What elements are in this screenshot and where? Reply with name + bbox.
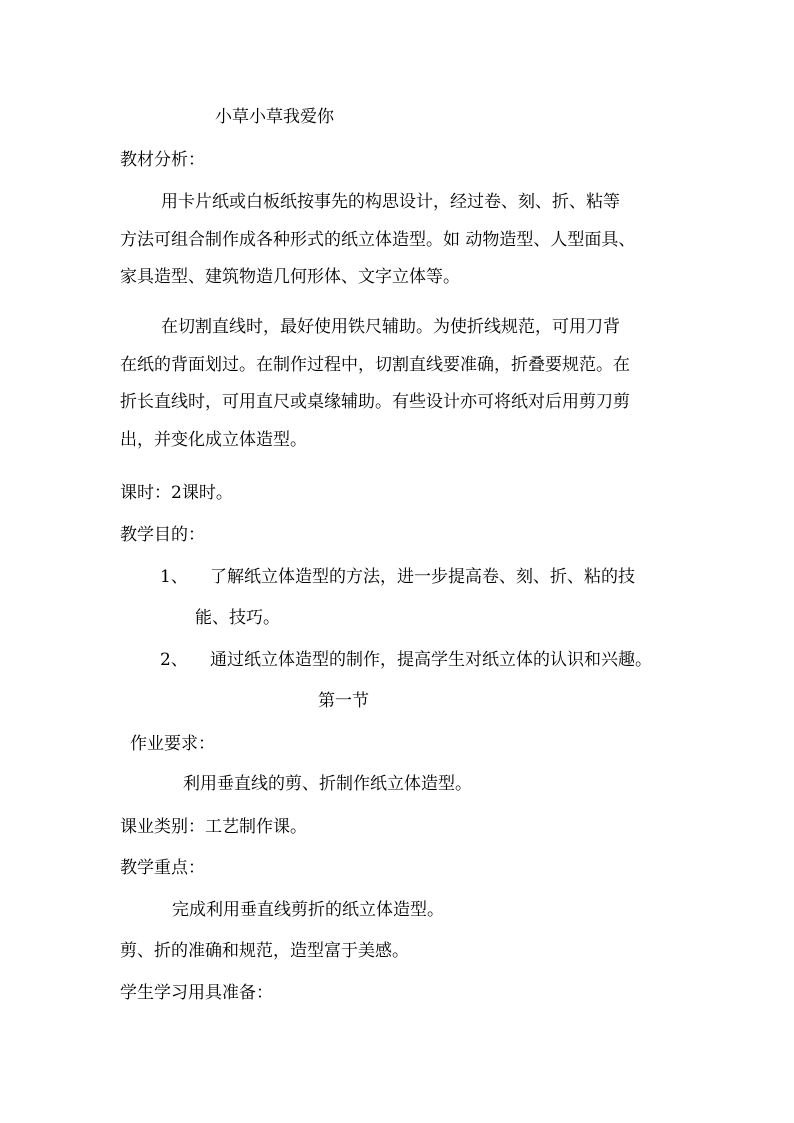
paragraph-line: 折长直线时，可用直尺或桌缘辅助。有些设计亦可将纸对后用剪刀剪 xyxy=(120,392,630,412)
material-heading: 教材分析： xyxy=(120,150,205,170)
objective-1-line-2: 能、技巧。 xyxy=(195,608,280,628)
paragraph-line: 在纸的背面划过。在制作过程中，切割直线要准确，折叠要规范。在 xyxy=(120,354,630,375)
objective-2-line-1: 通过纸立体造型的制作，提高学生对纸立体的认识和兴趣。 xyxy=(210,650,652,670)
course-type: 课业类别：工艺制作课。 xyxy=(120,817,307,837)
paragraph-line: 出，并变化成立体造型。 xyxy=(120,429,307,450)
objectives-heading: 教学目的： xyxy=(120,525,205,545)
paragraph-line: 在切割直线时，最好使用铁尺辅助。为使折线规范，可用刀背 xyxy=(161,317,620,337)
material-paragraph-2 xyxy=(120,316,630,466)
material-paragraph-1 xyxy=(120,191,635,304)
paragraph-line: 方法可组合制作成各种形式的纸立体造型。如 动物造型、人型面具、 xyxy=(120,229,636,250)
key-point-1: 完成利用垂直线剪折的纸立体造型。 xyxy=(172,900,444,920)
objective-number-2: 2、 xyxy=(160,650,188,670)
homework-heading: 作业要求： xyxy=(130,734,215,754)
section-title: 第一节 xyxy=(318,691,369,711)
key-point-2: 剪、折的准确和规范，造型富于美感。 xyxy=(120,941,409,961)
objective-number-1: 1、 xyxy=(160,567,188,587)
objective-1-line-1: 了解纸立体造型的方法，进一步提高卷、刻、折、粘的技 xyxy=(210,567,635,587)
supplies-heading: 学生学习用具准备： xyxy=(120,983,273,1003)
class-hours: 课时：2课时。 xyxy=(120,483,233,503)
paragraph-line: 家具造型、建筑物造几何形体、文字立体等。 xyxy=(120,267,460,287)
homework-text: 利用垂直线的剪、折制作纸立体造型。 xyxy=(183,774,472,794)
document-title: 小草小草我爱你 xyxy=(215,107,334,127)
key-points-heading: 教学重点： xyxy=(120,858,205,878)
paragraph-line: 用卡片纸或白板纸按事先的构思设计，经过卷、刻、折、粘等 xyxy=(161,192,620,212)
